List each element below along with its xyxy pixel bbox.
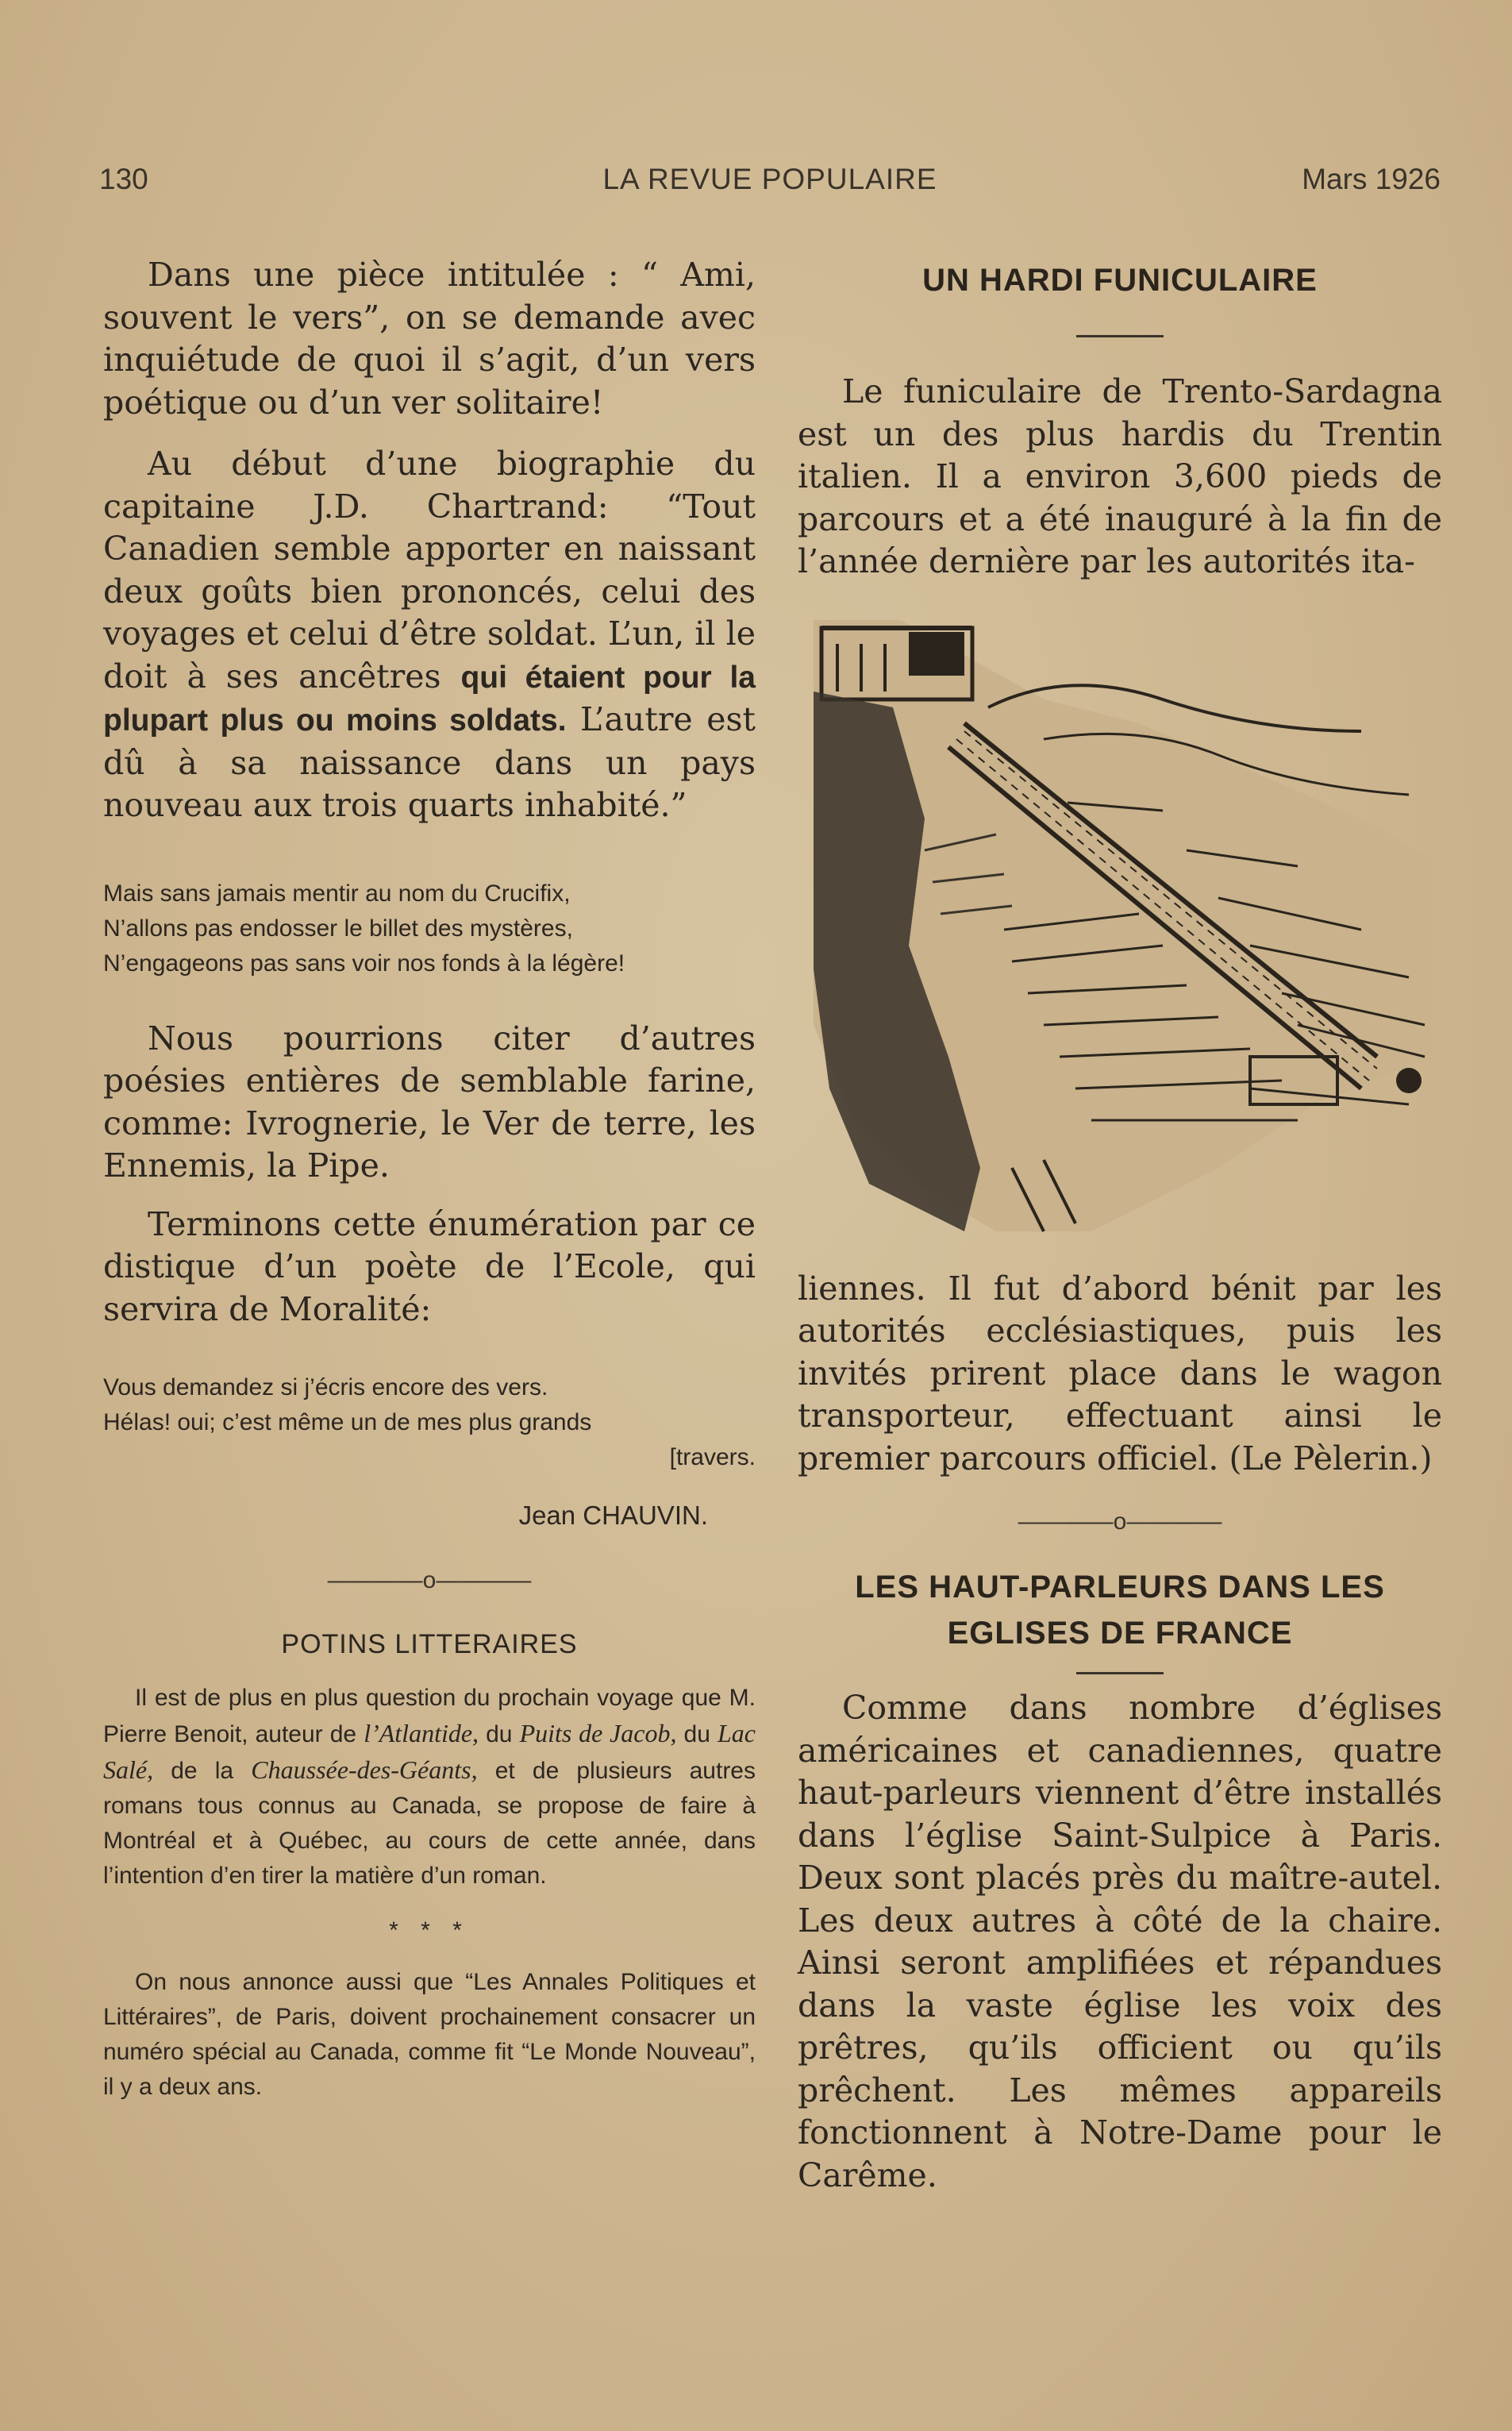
- verse-line: N’engageons pas sans voir nos fonds à la légère!: [103, 950, 625, 977]
- page-header: [99, 163, 1441, 210]
- separator: ————o————: [327, 1567, 532, 1593]
- paragraph-funiculaire-2: liennes. Il fut d’abord bénit par les autorités ecclésiastiques, puis les invités prirent place dans le wagon transporteur, effectuant ainsi le premier parcours officiel. (Le Pèlerin.): [798, 1269, 1442, 1477]
- verse-line: Hélas! oui; c’est même un de mes plus grands: [103, 1409, 592, 1435]
- potins-text: Il est de plus en plus question du prochain voyage que M. Pierre Benoit, auteur de: [103, 1685, 756, 1747]
- paragraph-poesies: Nous pourrions citer d’autres poésies entières de semblable farine, comme: Ivrognerie, le Ver de terre, les Ennemis, la Pipe.: [103, 1019, 756, 1185]
- title-rule: [1076, 335, 1164, 337]
- separator: ————o————: [1018, 1508, 1222, 1535]
- paragraph-biographie: [103, 443, 756, 827]
- paragraph-ami-souvent: Dans une pièce intitulée : “ Ami, souvent le vers”, on se demande avec inquiétude de quoi il s’agit, d’un vers poétique ou d’un ver solitaire!: [103, 256, 756, 422]
- book-title: Puits de Jacob,: [519, 1719, 677, 1747]
- verse-distique: [103, 1370, 756, 1475]
- magazine-title: LA REVUE POPULAIRE: [602, 163, 937, 195]
- article-title-funiculaire: UN HARDI FUNICULAIRE: [922, 263, 1318, 298]
- left-column: [103, 254, 756, 2105]
- paragraph-terminons: Terminons cette énumération par ce distique d’un poète de l’Ecole, qui servira de Moralité:: [103, 1204, 756, 1328]
- funicular-illustration: [806, 612, 1441, 1239]
- verse-line: N’allons pas endosser le billet des mystères,: [103, 915, 573, 942]
- potins-text: de la: [153, 1758, 252, 1784]
- verse-line: Mais sans jamais mentir au nom du Crucifix,: [103, 880, 571, 907]
- book-title: Chaussée-des-Géants,: [251, 1755, 478, 1784]
- page-number: 130: [99, 163, 148, 195]
- potins-text: du: [479, 1721, 520, 1747]
- article-title-haut-parleurs-line2: EGLISES DE FRANCE: [947, 1616, 1293, 1651]
- potins-text: et de plusieurs autres romans tous connus au Canada, se propose de faire à Montréal et à Québec, au cours de cette année, dans l’intention d’en tirer la matière d’un roman.: [103, 1758, 756, 1889]
- potins-paragraph-benoit: [103, 1681, 756, 1894]
- book-title: l’Atlantide,: [364, 1719, 479, 1747]
- title-rule: [1076, 1672, 1164, 1674]
- potins-paragraph-annales: On nous annonce aussi que “Les Annales Politiques et Littéraires”, de Paris, doivent prochainement consacrer un numéro spécial au Canada, comme fit “Le Monde Nouveau”, il y a deux ans.: [103, 1969, 756, 2100]
- verse-crucifix: [103, 876, 756, 981]
- paragraph-funiculaire-1: Le funiculaire de Trento-Sardagna est un des plus hardis du Trentin italien. Il a environ 3,600 pieds de parcours et a été inauguré à la fin de l’année dernière par les autorités ita-: [798, 372, 1442, 580]
- verse-line: Vous demandez si j’écris encore des vers.: [103, 1374, 548, 1400]
- section-title-potins: POTINS LITTERAIRES: [281, 1629, 578, 1659]
- author-signature: Jean CHAUVIN.: [518, 1501, 708, 1530]
- stars-separator: * * *: [389, 1917, 470, 1944]
- right-column: [798, 254, 1442, 2197]
- bio-text-end: L’autre est dû à sa naissance dans un pays nouveau aux trois quarts inhabité.”: [103, 700, 756, 824]
- article-title-haut-parleurs-line1: LES HAUT-PARLEURS DANS LES: [855, 1570, 1385, 1605]
- verse-line: [travers.: [669, 1444, 756, 1470]
- bio-text-start: Au début d’une biographie du capitaine J.D. Chartrand: “Tout Canadien semble apporter en naissant deux goûts bien prononcés, celui des voyages et celui d’être soldat. L’un, il le doit à ses ancêtres: [103, 445, 756, 695]
- paragraph-haut-parleurs: Comme dans nombre d’églises américaines et canadiennes, quatre haut-parleurs viennent d’être installés dans l’église Saint-Sulpice à Paris. Deux sont placés près du maître-autel. Les deux autres à côté de la chaire. Ainsi seront amplifiées et répandues dans la vaste église les voix des prêtres, qu’ils officient ou qu’ils prêchent. Les mêmes appareils fonctionnent à Notre-Dame pour le Carême.: [798, 1689, 1442, 2194]
- bio-text-bold: qui étaient pour la plupart plus ou moins soldats.: [103, 660, 756, 738]
- book-title: Lac Salé,: [103, 1719, 756, 1784]
- issue-date: Mars 1926: [1302, 163, 1441, 195]
- potins-text: du: [676, 1721, 718, 1747]
